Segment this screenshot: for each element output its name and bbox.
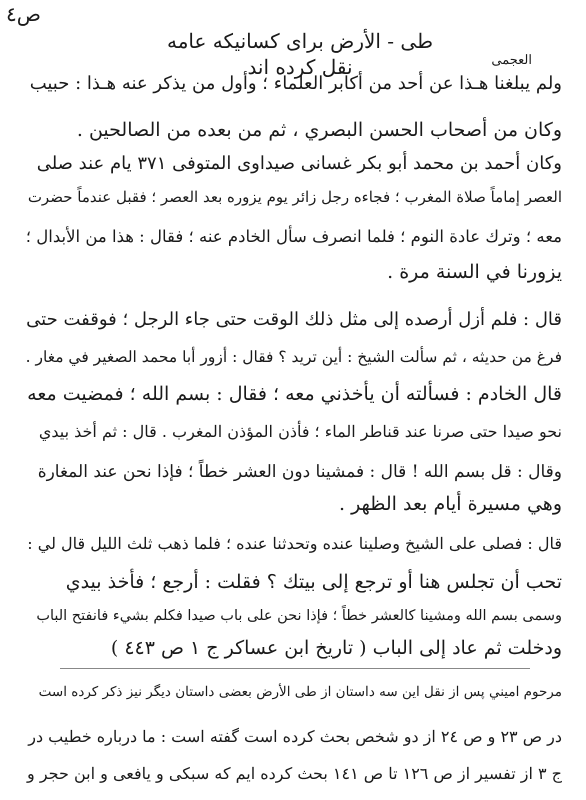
- text-line: ودخلت ثم عاد إلى الباب ( تاريخ ابن عساكر ج ١ ص ٤٤٣ ): [110, 637, 562, 659]
- page-number: ص٤: [6, 2, 41, 26]
- footnote-line: ج ٣ از تفسير از ص ١٢٦ تا ص ١٤١ بحث کرده ايم که سبکی و يافعی و ابن حجر و: [27, 764, 562, 783]
- text-line: نحو صيدا حتى صرنا عند قناطر الماء ؛ فأذن المؤذن المغرب . قال : ثم أخذ بيدي: [38, 422, 562, 441]
- text-line: قال : فصلى على الشيخ وصلينا عنده وتحدثنا عنده ؛ فلما ذهب ثلث الليل قال لي :: [27, 534, 562, 553]
- margin-note: العجمی: [491, 53, 532, 68]
- text-line: يزورنا في السنة مرة .: [387, 261, 562, 283]
- text-line: وسمى بسم الله ومشينا كالعشر خطاً ؛ فإذا نحن على باب صيدا فكلم بشيء فانفتح الباب: [36, 608, 562, 624]
- text-line: تحب أن تجلس هنا أو ترجع إلى بيتك ؟ فقلت : أرجع ؛ فأخذ بيدي: [65, 571, 562, 593]
- text-line: العصر إماماً صلاة المغرب ؛ فجاءه رجل زائر يوم يزوره بعد العصر ؛ فقبل عندماً حضرت: [27, 188, 562, 206]
- text-line: وكان من أصحاب الحسن البصري ، ثم من بعده من الصالحين .: [76, 119, 562, 141]
- text-line: وكان أحمد بن محمد أبو بكر غسانی صيداوی المتوفی ٣٧١ يام عند صلى: [36, 153, 562, 174]
- text-line: قال : فلم أزل أرصده إلى مثل ذلك الوقت حتى جاء الرجل ؛ فوقفت حتى: [26, 309, 562, 330]
- text-line: ولم يبلغنا هـذا عن أحد من أكابر العلماء ؛ وأول من يذكر عنه هـذا : حبيب: [29, 73, 562, 94]
- page-heading: طی - الأرض برای کسانیکه عامه نقل کرده اند: [166, 29, 434, 79]
- text-line: وهي مسيرة أيام بعد الظهر .: [338, 493, 562, 515]
- footnote-line: در ص ٢٣ و ص ٢٤ از دو شخص بحث کرده است گفته است : ما درباره خطيب در: [28, 727, 562, 746]
- section-divider: [60, 668, 530, 669]
- text-line: وقال : قل بسم الله ! قال : فمشينا دون العشر خطاً ؛ فإذا نحن عند المغارة: [37, 462, 562, 482]
- footnote-line: مرحوم اميني پس از نقل اين سه داستان از طی الأرض بعضی داستان ديگر نيز ذکر کرده است: [38, 684, 562, 700]
- text-line: فرغ من حديثه ، ثم سألت الشيخ : أين تريد ؟ فقال : أزور أبا محمد الصغير في مغار .: [25, 348, 562, 366]
- text-line: معه ؛ وترك عادة النوم ؛ فلما انصرف سأل الخادم عنه ؛ فقال : هذا من الأبدال ؛: [25, 227, 562, 246]
- text-line: قال الخادم : فسألته أن يأخذني معه ؛ فقال : بسم الله ؛ فمضيت معه: [27, 383, 562, 405]
